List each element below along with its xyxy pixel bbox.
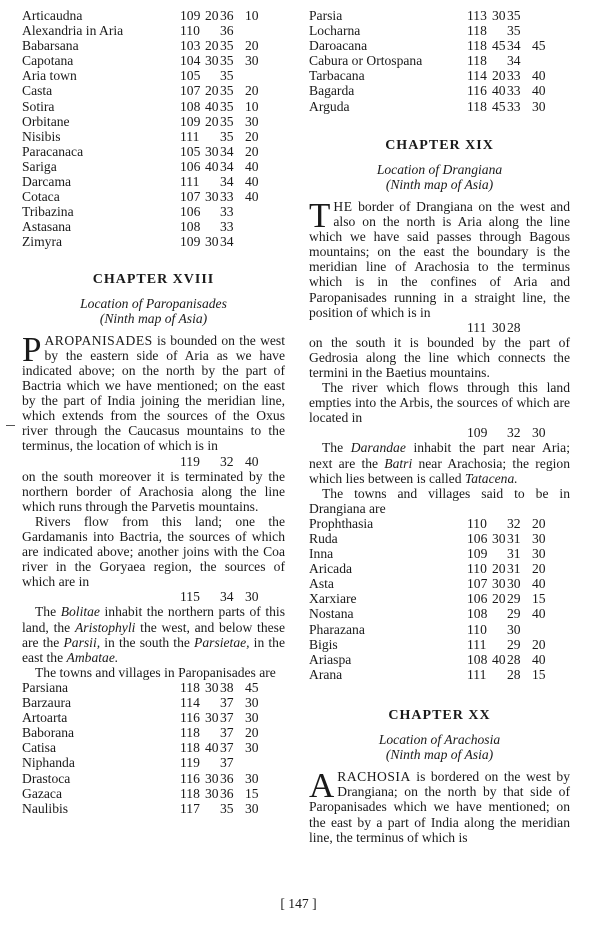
longitude-degrees: 107 <box>180 83 201 99</box>
place-name: Daroacana <box>309 38 368 54</box>
latitude-minutes: 10 <box>245 8 259 23</box>
place-name: Prophthasia <box>309 515 374 531</box>
longitude-minutes <box>205 801 220 816</box>
chapter-xviii-paragraph-1: PAROPANISADES is bounded on the west by the eastern side of Aria as we have indicated above; on the north by the part of Bactria which we have mentioned; on the east by the part of India joining the meridian line, which extends from the sources of the Oxus river through the Caucasus mountains to the terminus, the location of which is in <box>22 329 285 454</box>
chapter-xviii-paragraph-2: Rivers flow from this land; one the Gardamanis into Bactria, the sources of which are indicated above; another joins with the Coa river in the Goryaea region, the sources of which are in <box>22 513 285 590</box>
longitude-degrees: 106 <box>467 531 488 546</box>
longitude-degrees: 107 <box>467 576 488 592</box>
latitude-degrees: 30 <box>507 621 521 637</box>
latitude-minutes: 20 <box>532 636 546 652</box>
longitude-minutes <box>205 23 220 38</box>
latitude-degrees: 35 <box>220 68 234 84</box>
longitude-minutes: 40 <box>205 158 219 174</box>
longitude-degrees: 118 <box>467 53 487 69</box>
longitude-minutes: 30 <box>492 531 506 546</box>
longitude-minutes: 30 <box>205 785 219 801</box>
place-name: Alexandria in Aria <box>22 23 124 39</box>
place-name: Inna <box>309 546 334 562</box>
table-row <box>22 129 285 144</box>
table-row <box>309 516 570 531</box>
place-name: Cotaca <box>22 189 60 205</box>
longitude-minutes <box>492 667 507 682</box>
chapter-xviii-paragraph-1-cont: on the south moreover it is terminated by the northern border of Arachosia along the line which runs through the Parvetis mountains. <box>22 468 285 514</box>
longitude-degrees: 108 <box>467 651 488 667</box>
table-row <box>22 786 285 801</box>
longitude-degrees: 119 <box>180 755 200 771</box>
longitude-minutes <box>205 695 220 710</box>
longitude-minutes: 30 <box>205 234 219 250</box>
latitude-degrees: 29 <box>507 591 521 607</box>
table-row <box>309 68 570 83</box>
table-row <box>309 23 570 38</box>
place-name: Naulibis <box>22 800 69 816</box>
chapter-xix-heading: CHAPTER XIX <box>385 137 494 153</box>
longitude-minutes: 20 <box>492 561 506 577</box>
place-name: Aria town <box>22 68 77 84</box>
place-name: Catisa <box>22 740 56 756</box>
latitude-degrees: 37 <box>220 755 234 771</box>
latitude-degrees: 33 <box>220 204 234 220</box>
longitude-degrees: 110 <box>180 23 200 39</box>
longitude-minutes: 40 <box>205 740 219 756</box>
longitude-degrees: 110 <box>467 561 487 577</box>
longitude-minutes: 45 <box>492 98 506 114</box>
table-row <box>309 546 570 561</box>
table-row <box>22 159 285 174</box>
table-row <box>22 204 285 219</box>
table-row <box>309 8 570 23</box>
place-name: Paracanaca <box>22 143 84 159</box>
longitude-degrees: 118 <box>180 785 200 801</box>
longitude-degrees: 114 <box>467 68 487 84</box>
longitude-degrees: 118 <box>467 23 487 39</box>
place-name: Nisibis <box>22 128 61 144</box>
table-row <box>22 99 285 114</box>
latitude-minutes: 20 <box>532 561 546 577</box>
latitude-degrees: 35 <box>220 53 234 69</box>
longitude-degrees: 107 <box>180 189 201 205</box>
latitude-minutes: 15 <box>532 666 546 682</box>
drop-cap: P <box>22 329 42 369</box>
longitude-minutes: 20 <box>205 113 219 129</box>
longitude-degrees: 116 <box>467 83 487 99</box>
latitude-degrees: 31 <box>507 531 521 546</box>
right-column <box>309 8 570 845</box>
place-name: Bigis <box>309 636 338 652</box>
longitude-degrees: 116 <box>180 710 200 726</box>
longitude-degrees: 106 <box>467 591 488 607</box>
latitude-minutes: 30 <box>245 770 259 786</box>
place-name: Articaudna <box>22 8 83 23</box>
place-name: Cabura or Ortospana <box>309 53 423 69</box>
longitude-minutes: 20 <box>205 83 219 99</box>
place-name: Xarxiare <box>309 591 357 607</box>
table-row <box>309 53 570 68</box>
longitude-minutes: 30 <box>492 8 506 23</box>
latitude-degrees: 37 <box>220 695 234 711</box>
latitude-degrees: 35 <box>220 113 234 129</box>
latitude-minutes: 30 <box>532 546 546 562</box>
latitude-degrees: 37 <box>220 740 234 756</box>
chapter-xix-paragraph-1-cont: on the south it is bounded by the part of Gedrosia along the line which connects the termini in the Baetius mountains. <box>309 334 570 380</box>
chapter-xviii-paragraph-3: The Bolitae inhabit the northern parts of this land, the Aristophyli the west, and below these are the Parsii, in the south the Parsietae, in the east the Ambatae. <box>22 604 285 665</box>
longitude-degrees: 113 <box>467 8 487 23</box>
longitude-minutes: 40 <box>492 651 506 667</box>
latitude-minutes: 30 <box>245 740 259 756</box>
table-row <box>22 234 285 249</box>
table-row <box>22 114 285 129</box>
longitude-degrees: 110 <box>467 621 487 637</box>
chapter-xix-paragraph-4: The towns and villages said to be in Drangiana are <box>309 485 570 516</box>
latitude-minutes: 20 <box>245 725 259 741</box>
latitude-degrees: 35 <box>507 8 521 23</box>
longitude-minutes: 30 <box>492 576 506 592</box>
longitude-degrees: 108 <box>180 98 201 114</box>
latitude-minutes: 30 <box>245 695 259 711</box>
longitude-degrees: 118 <box>180 740 200 756</box>
latitude-minutes: 15 <box>245 785 259 801</box>
table-row <box>309 637 570 652</box>
longitude-minutes: 45 <box>492 38 506 54</box>
latitude-degrees: 29 <box>507 636 521 652</box>
longitude-minutes: 40 <box>205 98 219 114</box>
place-name: Sotira <box>22 98 55 114</box>
place-name: Arana <box>309 666 343 682</box>
longitude-minutes <box>492 23 507 38</box>
latitude-degrees: 28 <box>507 651 521 667</box>
latitude-degrees: 37 <box>220 725 234 741</box>
table-row <box>22 38 285 53</box>
chapter-xix-paragraph-1: THE border of Drangiana on the west and also on the north is Aria along the line which we have said passes through Bagous mountains; on the east the boundary is the meridian line of Arachosia to the terminus which is in the confines of Aria and Paropanisades running in a straight line, the position of which is in <box>309 195 570 320</box>
latitude-degrees: 33 <box>220 189 234 205</box>
chapter-xviii-map-note: (Ninth map of Asia) <box>99 310 208 326</box>
towns-table-aria <box>22 8 285 250</box>
location-coordinates: 119 32 40 <box>180 453 259 469</box>
latitude-degrees: 35 <box>507 23 521 39</box>
table-row <box>22 23 285 38</box>
latitude-degrees: 33 <box>220 219 234 235</box>
drop-cap: T <box>309 195 331 235</box>
longitude-minutes <box>492 622 507 637</box>
table-row <box>22 144 285 159</box>
longitude-minutes <box>492 546 507 561</box>
longitude-minutes <box>205 219 220 234</box>
latitude-degrees: 34 <box>220 143 234 159</box>
table-row <box>22 53 285 68</box>
chapter-xviii-heading: CHAPTER XVIII <box>92 271 215 287</box>
longitude-minutes: 20 <box>492 68 506 84</box>
latitude-degrees: 35 <box>220 38 234 54</box>
place-name: Tarbacana <box>309 68 365 84</box>
longitude-minutes <box>205 129 220 144</box>
longitude-degrees: 109 <box>180 113 201 129</box>
longitude-minutes: 30 <box>205 770 219 786</box>
place-name: Nostana <box>309 606 354 622</box>
page-number: [ 147 ] <box>280 896 317 911</box>
latitude-degrees: 35 <box>220 83 234 99</box>
latitude-minutes: 30 <box>532 531 546 546</box>
table-row <box>309 576 570 591</box>
table-row <box>22 725 285 740</box>
latitude-degrees: 33 <box>507 83 521 99</box>
longitude-degrees: 116 <box>180 770 200 786</box>
table-row <box>309 652 570 667</box>
table-row <box>22 174 285 189</box>
longitude-minutes <box>205 204 220 219</box>
latitude-degrees: 29 <box>507 606 521 622</box>
drop-cap: A <box>309 766 335 806</box>
chapter-xx-map-note: (Ninth map of Asia) <box>385 747 494 763</box>
longitude-degrees: 109 <box>467 546 488 562</box>
place-name: Pharazana <box>309 621 365 637</box>
longitude-minutes <box>492 606 507 621</box>
towns-table-paropanisades-cont <box>309 8 570 114</box>
longitude-minutes: 30 <box>205 189 219 205</box>
place-name: Astasana <box>22 219 72 235</box>
table-row <box>309 606 570 621</box>
longitude-minutes <box>492 637 507 652</box>
longitude-degrees: 106 <box>180 204 201 220</box>
table-row <box>22 680 285 695</box>
longitude-minutes <box>205 755 220 770</box>
longitude-minutes: 20 <box>205 38 219 54</box>
longitude-minutes: 30 <box>205 143 219 159</box>
longitude-degrees: 114 <box>180 695 200 711</box>
location-coordinates: 109 32 30 <box>467 425 546 441</box>
longitude-degrees: 104 <box>180 53 201 69</box>
longitude-degrees: 111 <box>467 666 487 682</box>
longitude-degrees: 111 <box>467 636 487 652</box>
longitude-minutes: 20 <box>492 591 506 607</box>
place-name: Casta <box>22 83 53 99</box>
longitude-minutes <box>492 53 507 68</box>
latitude-degrees: 38 <box>220 679 234 695</box>
place-name: Orbitane <box>22 113 70 129</box>
longitude-minutes: 30 <box>205 53 219 69</box>
table-row <box>22 83 285 98</box>
latitude-minutes: 45 <box>532 38 546 54</box>
longitude-minutes: 30 <box>205 710 219 726</box>
place-name: Locharna <box>309 23 361 39</box>
latitude-minutes: 45 <box>245 679 259 695</box>
latitude-degrees: 36 <box>220 23 234 39</box>
longitude-degrees: 111 <box>180 128 200 144</box>
longitude-degrees: 103 <box>180 38 201 54</box>
left-column <box>22 8 285 816</box>
longitude-degrees: 118 <box>467 38 487 54</box>
location-coordinates: 115 34 30 <box>180 589 259 605</box>
chapter-xix-paragraph-2: The river which flows through this land empties into the Arbis, the sources of which are located in <box>309 380 570 426</box>
place-name: Artoarta <box>22 710 68 726</box>
margin-mark <box>6 425 15 426</box>
longitude-minutes <box>205 725 220 740</box>
table-row <box>22 189 285 204</box>
location-coordinates: 111 30 28 <box>467 319 521 335</box>
latitude-degrees: 36 <box>220 785 234 801</box>
latitude-minutes: 40 <box>532 576 546 592</box>
longitude-degrees: 118 <box>180 725 200 741</box>
place-name: Tribazina <box>22 204 74 220</box>
chapter-xx-heading: CHAPTER XX <box>388 707 491 723</box>
longitude-degrees: 108 <box>467 606 488 622</box>
latitude-minutes: 30 <box>245 800 259 816</box>
table-row <box>22 771 285 786</box>
latitude-degrees: 35 <box>220 128 234 144</box>
longitude-degrees: 106 <box>180 158 201 174</box>
chapter-xix-map-note: (Ninth map of Asia) <box>385 176 494 192</box>
latitude-degrees: 37 <box>220 710 234 726</box>
chapter-xviii-paragraph-4: The towns and villages in Paropanisades are <box>35 664 276 680</box>
table-row <box>309 99 570 114</box>
latitude-degrees: 34 <box>507 38 521 54</box>
place-name: Ruda <box>309 531 338 546</box>
table-row <box>22 801 285 816</box>
latitude-minutes: 30 <box>532 98 546 114</box>
latitude-minutes: 40 <box>245 189 259 205</box>
place-name: Gazaca <box>22 785 62 801</box>
table-row <box>309 667 570 682</box>
table-row <box>309 83 570 98</box>
table-row <box>22 755 285 770</box>
place-name: Arguda <box>309 98 350 114</box>
place-name: Aricada <box>309 561 353 577</box>
longitude-degrees: 110 <box>467 515 487 531</box>
latitude-minutes: 40 <box>245 158 259 174</box>
towns-table-drangiana <box>309 516 570 682</box>
longitude-degrees: 117 <box>180 800 200 816</box>
latitude-minutes: 40 <box>532 651 546 667</box>
latitude-degrees: 28 <box>507 666 521 682</box>
latitude-degrees: 31 <box>507 546 521 562</box>
place-name: Baborana <box>22 725 75 741</box>
latitude-minutes: 40 <box>532 606 546 622</box>
latitude-degrees: 34 <box>507 53 521 69</box>
latitude-minutes: 20 <box>532 515 546 531</box>
latitude-degrees: 34 <box>220 234 234 250</box>
longitude-minutes <box>492 516 507 531</box>
longitude-minutes <box>205 174 220 189</box>
place-name: Barzaura <box>22 695 72 711</box>
table-row <box>22 740 285 755</box>
latitude-degrees: 35 <box>220 98 234 114</box>
place-name: Parsiana <box>22 679 69 695</box>
latitude-degrees: 30 <box>507 576 521 592</box>
towns-table-paropanisades <box>22 680 285 816</box>
longitude-degrees: 118 <box>180 679 200 695</box>
table-row <box>22 8 285 23</box>
place-name: Asta <box>309 576 334 592</box>
table-row <box>22 68 285 83</box>
latitude-degrees: 35 <box>220 800 234 816</box>
chapter-xx-subtitle: Location of Arachosia <box>378 732 501 748</box>
latitude-minutes: 10 <box>245 98 259 114</box>
longitude-minutes: 30 <box>205 679 219 695</box>
place-name: Ariaspa <box>309 651 352 667</box>
chapter-xviii-subtitle: Location of Paropanisades <box>80 295 227 311</box>
latitude-minutes: 40 <box>532 83 546 99</box>
place-name: Bagarda <box>309 83 355 99</box>
longitude-degrees: 108 <box>180 219 201 235</box>
latitude-degrees: 36 <box>220 770 234 786</box>
table-row <box>309 622 570 637</box>
longitude-degrees: 118 <box>467 98 487 114</box>
table-row <box>22 695 285 710</box>
latitude-minutes: 30 <box>245 113 259 129</box>
place-name: Capotana <box>22 53 74 69</box>
latitude-degrees: 34 <box>220 158 234 174</box>
latitude-minutes: 20 <box>245 128 259 144</box>
place-name: Niphanda <box>22 755 75 771</box>
latitude-minutes: 40 <box>245 174 259 190</box>
table-row <box>22 219 285 234</box>
latitude-degrees: 34 <box>220 174 234 190</box>
latitude-degrees: 32 <box>507 515 521 531</box>
place-name: Zimyra <box>22 234 63 250</box>
latitude-minutes: 40 <box>532 68 546 84</box>
longitude-minutes: 40 <box>492 83 506 99</box>
place-name: Babarsana <box>22 38 79 54</box>
latitude-minutes: 20 <box>245 83 259 99</box>
table-row <box>309 561 570 576</box>
latitude-degrees: 31 <box>507 561 521 577</box>
latitude-degrees: 33 <box>507 98 521 114</box>
longitude-degrees: 111 <box>180 174 200 190</box>
place-name: Sariga <box>22 158 57 174</box>
latitude-degrees: 36 <box>220 8 234 23</box>
latitude-minutes: 30 <box>245 53 259 69</box>
longitude-degrees: 109 <box>180 234 201 250</box>
latitude-degrees: 33 <box>507 68 521 84</box>
place-name: Drastoca <box>22 770 71 786</box>
table-row <box>309 531 570 546</box>
longitude-minutes <box>205 68 220 83</box>
table-row <box>22 710 285 725</box>
latitude-minutes: 30 <box>245 710 259 726</box>
longitude-minutes: 20 <box>205 8 219 23</box>
latitude-minutes: 20 <box>245 38 259 54</box>
longitude-degrees: 105 <box>180 143 201 159</box>
latitude-minutes: 20 <box>245 143 259 159</box>
place-name: Parsia <box>309 8 343 23</box>
chapter-xx-paragraph-1: ARACHOSIA is bordered on the west by Drangiana; on the north by that side of Paropanisades which we have mentioned; on the east by a part of India along the meridian line, the terminus of which is <box>309 766 570 845</box>
latitude-minutes: 15 <box>532 591 546 607</box>
chapter-xix-subtitle: Location of Drangiana <box>376 161 503 177</box>
place-name: Darcama <box>22 174 72 190</box>
longitude-degrees: 109 <box>180 8 201 23</box>
longitude-degrees: 105 <box>180 68 201 84</box>
table-row <box>309 591 570 606</box>
chapter-xix-paragraph-3: The Darandae inhabit the part near Aria; next are the Batri near Arachosia; the region which lies between is called Tatacena. <box>309 440 570 486</box>
table-row <box>309 38 570 53</box>
